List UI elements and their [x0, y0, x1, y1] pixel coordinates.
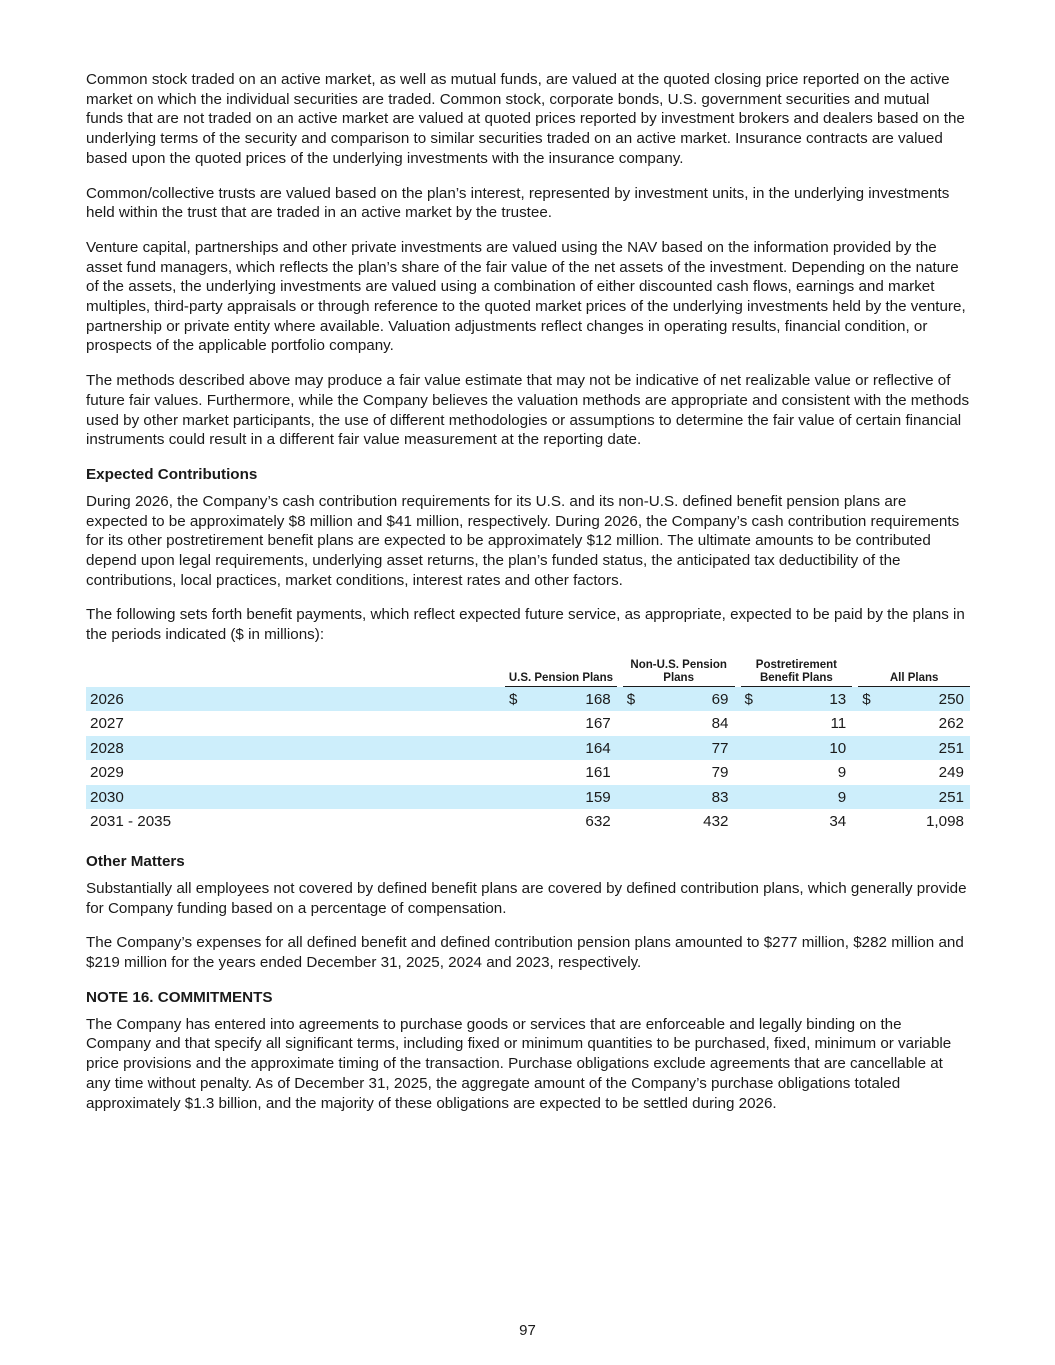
col-header-postretirement: Postretirement Benefit Plans — [741, 659, 853, 687]
cell-us-pension: 632 — [585, 813, 611, 831]
col-header-all-plans: All Plans — [858, 672, 970, 687]
paragraph-venture-capital: Venture capital, partnerships and other private investments are valued using the NAV based on the information provided by the asset fund managers, which reflects the plan’s share of the fair value of the net assets of the investment. Depending on the nature of the assets, the underlying investments are valued using a combination of either discounted cash flows, earnings and market multiples, third-party appraisals or through reference to the quoted market prices of the underlying investments held by the venture, partnership or private entity where available. Valuation adjustments reflect changes in operating results, financial condition, or prospects of the applicable portfolio company. — [86, 238, 966, 355]
paragraph-commitments: The Company has entered into agreements to purchase goods or services that are enforceable and legally binding on the Company and that specify all significant terms, including fixed or minimum quantities to be purchased, fixed, minimum or variable price provisions and the approximate timing of the transaction. Purchase obligations exclude agreements that are cancellable at any time without penalty. As of December 31, 2025, the aggregate amount of the Company’s purchase obligations totaled approximately $1.3 billion, and the majority of these obligations are expected to be settled during 2026. — [86, 1015, 952, 1112]
row-label: 2027 — [90, 715, 124, 733]
currency-symbol: $ — [509, 690, 518, 708]
cell-us-pension: 161 — [585, 764, 611, 782]
cell-all-plans: 1,098 — [925, 813, 964, 831]
table-row — [86, 711, 970, 736]
table-row — [86, 760, 970, 785]
table-row — [86, 687, 970, 712]
page-number: 97 — [519, 1322, 536, 1339]
cell-us-pension: 159 — [585, 788, 611, 806]
row-label: 2031 - 2035 — [90, 813, 172, 831]
cell-all-plans: 249 — [938, 764, 964, 782]
currency-symbol: $ — [744, 690, 753, 708]
cell-us-pension: 167 — [585, 715, 611, 733]
cell-postretirement: 34 — [829, 813, 847, 831]
row-label: 2026 — [90, 690, 124, 708]
table-row — [86, 785, 970, 810]
paragraph-defined-contribution: Substantially all employees not covered by defined benefit plans are covered by defined contribution plans, which generally provide for Company funding based on a percentage of compensation. — [86, 879, 967, 917]
paragraph-contribution-requirements: During 2026, the Company’s cash contribution requirements for its U.S. and its non-U.S. defined benefit pension plans are expected to be approximately $8 million and $41 million, respectively. During 2026, the Company’s cash contribution requirements for its other postretirement benefit plans are expected to be approximately $12 million. The ultimate amounts to be contributed depend upon legal requirements, underlying asset returns, the plan’s funded status, the anticipated tax deductibility of the contributions, local practices, market conditions, interest rates and other factors. — [86, 492, 960, 589]
cell-all-plans: 251 — [938, 788, 964, 806]
paragraph-benefit-payments-intro: The following sets forth benefit payments, which reflect expected future service, as appropriate, expected to be paid by the plans in the periods indicated ($ in millions): — [86, 606, 965, 644]
paragraph-valuation-common-stock: Common stock traded on an active market, as well as mutual funds, are valued at the quoted closing price reported on the active market on which the individual securities are traded. Common stock, corporate bonds, U.S. government securities and mutual funds that are not traded on an active market are valued at quoted prices reported by investment brokers and dealers based on the underlying terms of the security and comparison to similar securities traded on an active market. Insurance contracts are valued based upon the quoted prices of the underlying investments with the insurance company. — [86, 71, 965, 167]
row-label: 2029 — [90, 764, 124, 782]
table-header-row — [86, 655, 970, 687]
document-page — [86, 70, 970, 1128]
cell-postretirement: 9 — [837, 764, 847, 782]
heading-note-16: NOTE 16. COMMITMENTS — [86, 988, 273, 1006]
cell-non-us-pension: 432 — [703, 813, 729, 831]
cell-us-pension: 168 — [585, 690, 611, 708]
cell-non-us-pension: 69 — [711, 690, 729, 708]
heading-other-matters: Other Matters — [86, 852, 185, 870]
table-row — [86, 736, 970, 761]
cell-all-plans: 250 — [938, 690, 964, 708]
cell-postretirement: 9 — [837, 788, 847, 806]
table-row — [86, 809, 970, 834]
paragraph-methods-disclaimer: The methods described above may produce a fair value estimate that may not be indicative of net realizable value or reflective of future fair values. Furthermore, while the Company believes the valuation methods are appropriate and consistent with the methods used by other market participants, the use of different methodologies or assumptions to determine the fair value of certain financial instruments could result in a different fair value measurement at the reporting date. — [86, 372, 970, 449]
cell-non-us-pension: 77 — [711, 739, 729, 757]
cell-non-us-pension: 79 — [711, 764, 729, 782]
currency-symbol: $ — [626, 690, 636, 708]
cell-all-plans: 262 — [938, 715, 964, 733]
cell-us-pension: 164 — [585, 739, 611, 757]
cell-postretirement: 13 — [829, 690, 847, 708]
row-label: 2030 — [90, 788, 124, 806]
paragraph-collective-trusts: Common/collective trusts are valued based on the plan’s interest, represented by investment units, in the underlying investments held within the trust that are traded in an active market by the trustee. — [86, 184, 950, 222]
cell-all-plans: 251 — [938, 739, 964, 757]
col-header-non-us-pension: Non-U.S. Pension Plans — [623, 659, 735, 687]
currency-symbol: $ — [862, 690, 871, 708]
cell-postretirement: 11 — [830, 715, 847, 733]
heading-expected-contributions: Expected Contributions — [86, 465, 258, 483]
benefit-payments-table — [86, 655, 970, 834]
cell-non-us-pension: 84 — [711, 715, 729, 733]
paragraph-pension-expenses: The Company’s expenses for all defined benefit and defined contribution pension plans amounted to $277 million, $282 million and $219 million for the years ended December 31, 2025, 2024 and 2023, respectively. — [86, 934, 964, 971]
col-header-us-pension: U.S. Pension Plans — [505, 672, 617, 687]
row-label: 2028 — [90, 739, 124, 757]
cell-non-us-pension: 83 — [711, 788, 729, 806]
cell-postretirement: 10 — [829, 739, 847, 757]
